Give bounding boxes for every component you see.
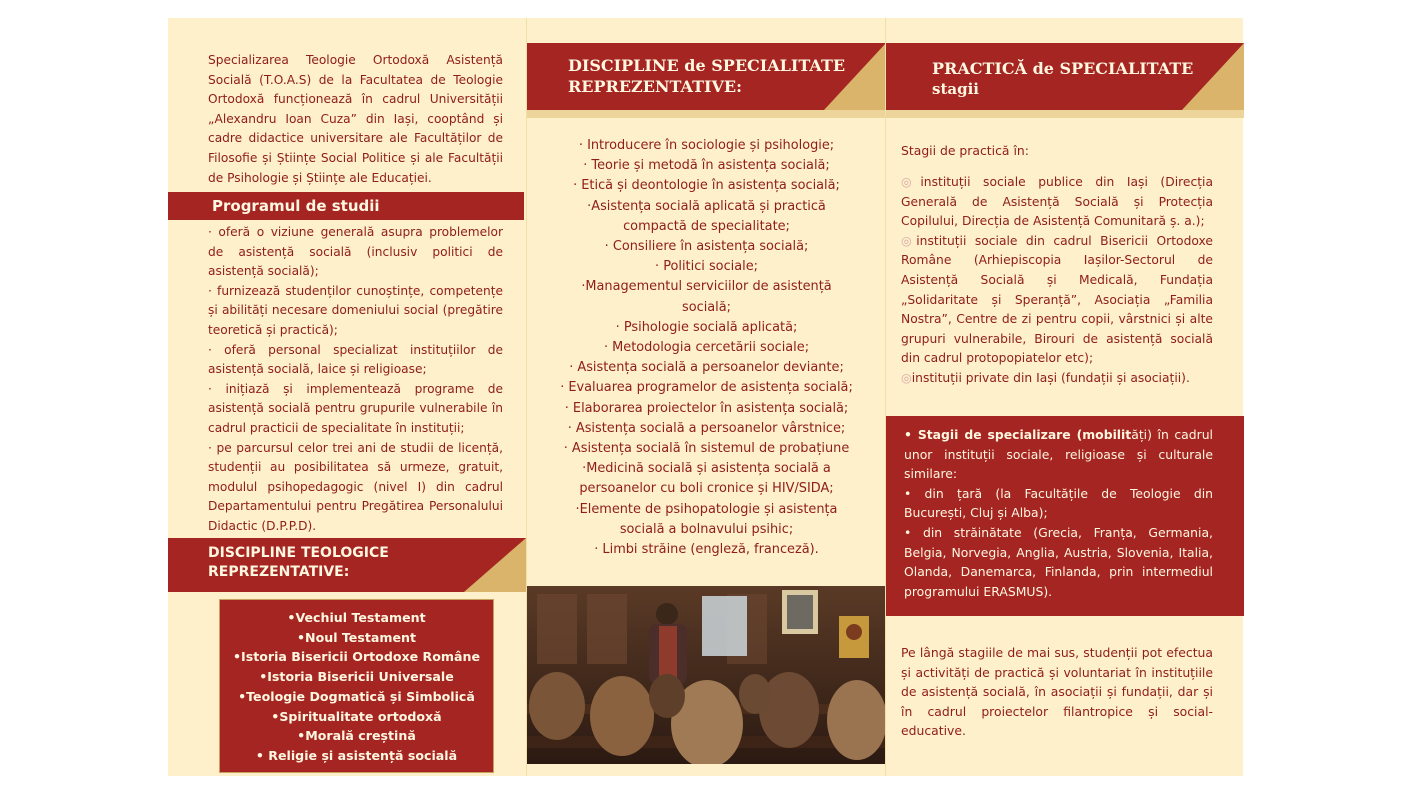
- classroom-photo: [527, 586, 886, 764]
- circle-bullet-icon: ◎: [901, 370, 912, 385]
- column-right: [885, 18, 1244, 776]
- gold-triangle: [464, 538, 526, 592]
- mobility-lead: • Stagii de specializare (mobilități) în cadrul unor instituții sociale, religioase și culturale similare:: [904, 427, 1213, 482]
- practice-title-bar: [886, 43, 1244, 110]
- intro-paragraph: Specializarea Teologie Ortodoxă Asistență Socială (T.O.A.S) de la Facultatea de Teologie Ortodoxă funcționează în cadrul Universității „Alexandru Ioan Cuza” din Iași, cooptând și cadre didactice universitare ale Facultăților de Filosofie și Științe Social Politice și ale Facultății de Psihologie și Științe ale Educației.: [208, 53, 503, 185]
- theology-item: •Istoria Bisericii Ortodoxe Române: [232, 649, 481, 665]
- practice-intro: Stagii de practică în:: [901, 143, 1029, 158]
- theology-title-bar: [168, 538, 526, 592]
- theology-title-line2: REPREZENTATIVE:: [208, 564, 350, 580]
- program-item: · furnizează studenților cunoștințe, competențe și abilități necesare domeniului social (pregătire teoretică și practică);: [208, 283, 503, 337]
- specialty-item: compactă de specialitate;: [623, 218, 790, 234]
- specialty-list: [527, 136, 886, 560]
- specialty-item: · Teorie și metodă în asistența socială;: [583, 158, 830, 174]
- theology-item: •Morală creștină: [297, 728, 416, 744]
- specialty-item: · Asistența socială a persoanelor vârstnice;: [567, 420, 846, 436]
- theology-list-box: [219, 599, 494, 773]
- classroom-photo-illustration: [527, 586, 886, 764]
- mobility-box: [886, 416, 1244, 616]
- mobility-item-abroad: • din străinătate (Grecia, Franța, Germania, Belgia, Norvegia, Anglia, Austria, Slovenia, Italia, Olanda, Danemarca, Finlanda, prin intermediul programului ERASMUS).: [904, 524, 1213, 599]
- specialty-item: · Limbi străine (engleză, franceză).: [594, 542, 819, 558]
- specialty-title-bar: [527, 43, 886, 110]
- theology-item: •Istoria Bisericii Universale: [259, 669, 454, 685]
- gold-divider: [886, 110, 1244, 118]
- specialty-item: · Asistența socială a persoanelor deviante;: [569, 360, 844, 376]
- specialty-item: ·Medicină socială și asistența socială a: [582, 461, 831, 477]
- practice-list: [901, 173, 1213, 389]
- specialty-item: · Psihologie socială aplicată;: [615, 319, 798, 335]
- specialty-item: ·Elemente de psihopatologie și asistența: [575, 501, 838, 517]
- theology-title-line1: DISCIPLINE TEOLOGICE: [208, 545, 389, 561]
- specialty-item: · Politici sociale;: [655, 259, 758, 275]
- brochure-page: [168, 18, 1243, 776]
- specialty-item: socială;: [682, 299, 731, 315]
- specialty-item: · Metodologia cercetării sociale;: [603, 340, 810, 356]
- specialty-item: · Consiliere în asistența socială;: [604, 239, 809, 255]
- circle-bullet-icon: ◎: [901, 175, 921, 189]
- practice-item: ◎instituții sociale publice din Iași (Direcția Generală de Asistență Socială și Protecția Copilului, Direcția de Asistență Comunitară ș. a.);: [901, 175, 1213, 229]
- practice-title-line2: stagii: [932, 80, 979, 98]
- column-middle: [526, 18, 886, 776]
- program-title: Programul de studii: [212, 197, 380, 215]
- program-list: [208, 223, 503, 537]
- closing-paragraph: Pe lângă stagiile de mai sus, studenții pot efectua și activități de practică și voluntariat în instituțiile de asistență socială, în asociații și fundații, dar și în cadrul proiectelor filantropice și social-educative.: [901, 645, 1213, 739]
- practice-item: ◎instituții sociale din cadrul Bisericii Ortodoxe Române (Arhiepiscopia Iașilor-Sectorul de Asistență Socială și Medicală, Fundația „Solidaritate și Speranță”, Asociația „Familia Nostra”, Centre de zi pentru copii, vârstnici și alte grupuri vulnerabile, Birouri de asistență socială din cadrul protopopiatelor etc);: [901, 233, 1213, 366]
- specialty-item: ·Asistența socială aplicată și practică: [587, 198, 826, 214]
- theology-item: •Noul Testament: [296, 629, 417, 645]
- column-left: [168, 18, 526, 776]
- specialty-item: persoanelor cu boli cronice și HIV/SIDA;: [579, 481, 834, 497]
- specialty-item: · Elaborarea proiectelor în asistența socială;: [564, 400, 849, 416]
- theology-item: •Teologie Dogmatică și Simbolică: [238, 688, 475, 704]
- mobility-item-domestic: • din țară (la Facultățile de Teologie din București, Cluj și Alba);: [904, 485, 1213, 521]
- program-item: · inițiază și implementează programe de asistență socială pentru grupurile vulnerabile în cadrul practicii de specialitate în instituții;: [208, 381, 503, 435]
- program-item: · oferă o viziune generală asupra problemelor de asistență socială (inclusiv politici de asistență socială);: [208, 225, 503, 279]
- specialty-item: socială a bolnavului psihic;: [619, 521, 794, 537]
- theology-item: •Vechiul Testament: [287, 610, 426, 625]
- gold-triangle: [824, 43, 886, 110]
- specialty-item: ·Managementul serviciilor de asistență: [581, 279, 832, 295]
- gold-triangle: [1182, 43, 1244, 110]
- theology-item: • Religie și asistență socială: [255, 747, 458, 763]
- specialty-title-line1: DISCIPLINE de SPECIALITATE: [568, 56, 846, 75]
- program-title-bar: [168, 192, 524, 220]
- specialty-item: · Introducere în sociologie și psihologie;: [578, 138, 835, 153]
- theology-item: •Spiritualitate ortodoxă: [271, 708, 442, 724]
- program-item: · oferă personal specializat instituțiilor de asistență socială, laice și religioase;: [208, 342, 503, 377]
- specialty-item: · Asistența socială în sistemul de probațiune: [563, 441, 850, 457]
- program-item: · pe parcursul celor trei ani de studii de licență, studenții au posibilitatea să urmeze, gratuit, modulul psihopedagogic (nivel I) din cadrul Departamentului pentru Pregătirea Personalului Didactic (D.P.P.D).: [208, 440, 503, 533]
- practice-title-line1: PRACTICĂ de SPECIALITATE: [932, 59, 1194, 78]
- circle-bullet-icon: ◎: [901, 233, 917, 248]
- practice-item: ◎instituții private din Iași (fundații și asociații).: [901, 370, 1190, 385]
- gold-divider: [527, 110, 886, 118]
- specialty-item: · Evaluarea programelor de asistența socială;: [560, 380, 853, 396]
- specialty-item: · Etică și deontologie în asistența socială;: [573, 178, 840, 194]
- specialty-title-line2: REPREZENTATIVE:: [568, 77, 742, 96]
